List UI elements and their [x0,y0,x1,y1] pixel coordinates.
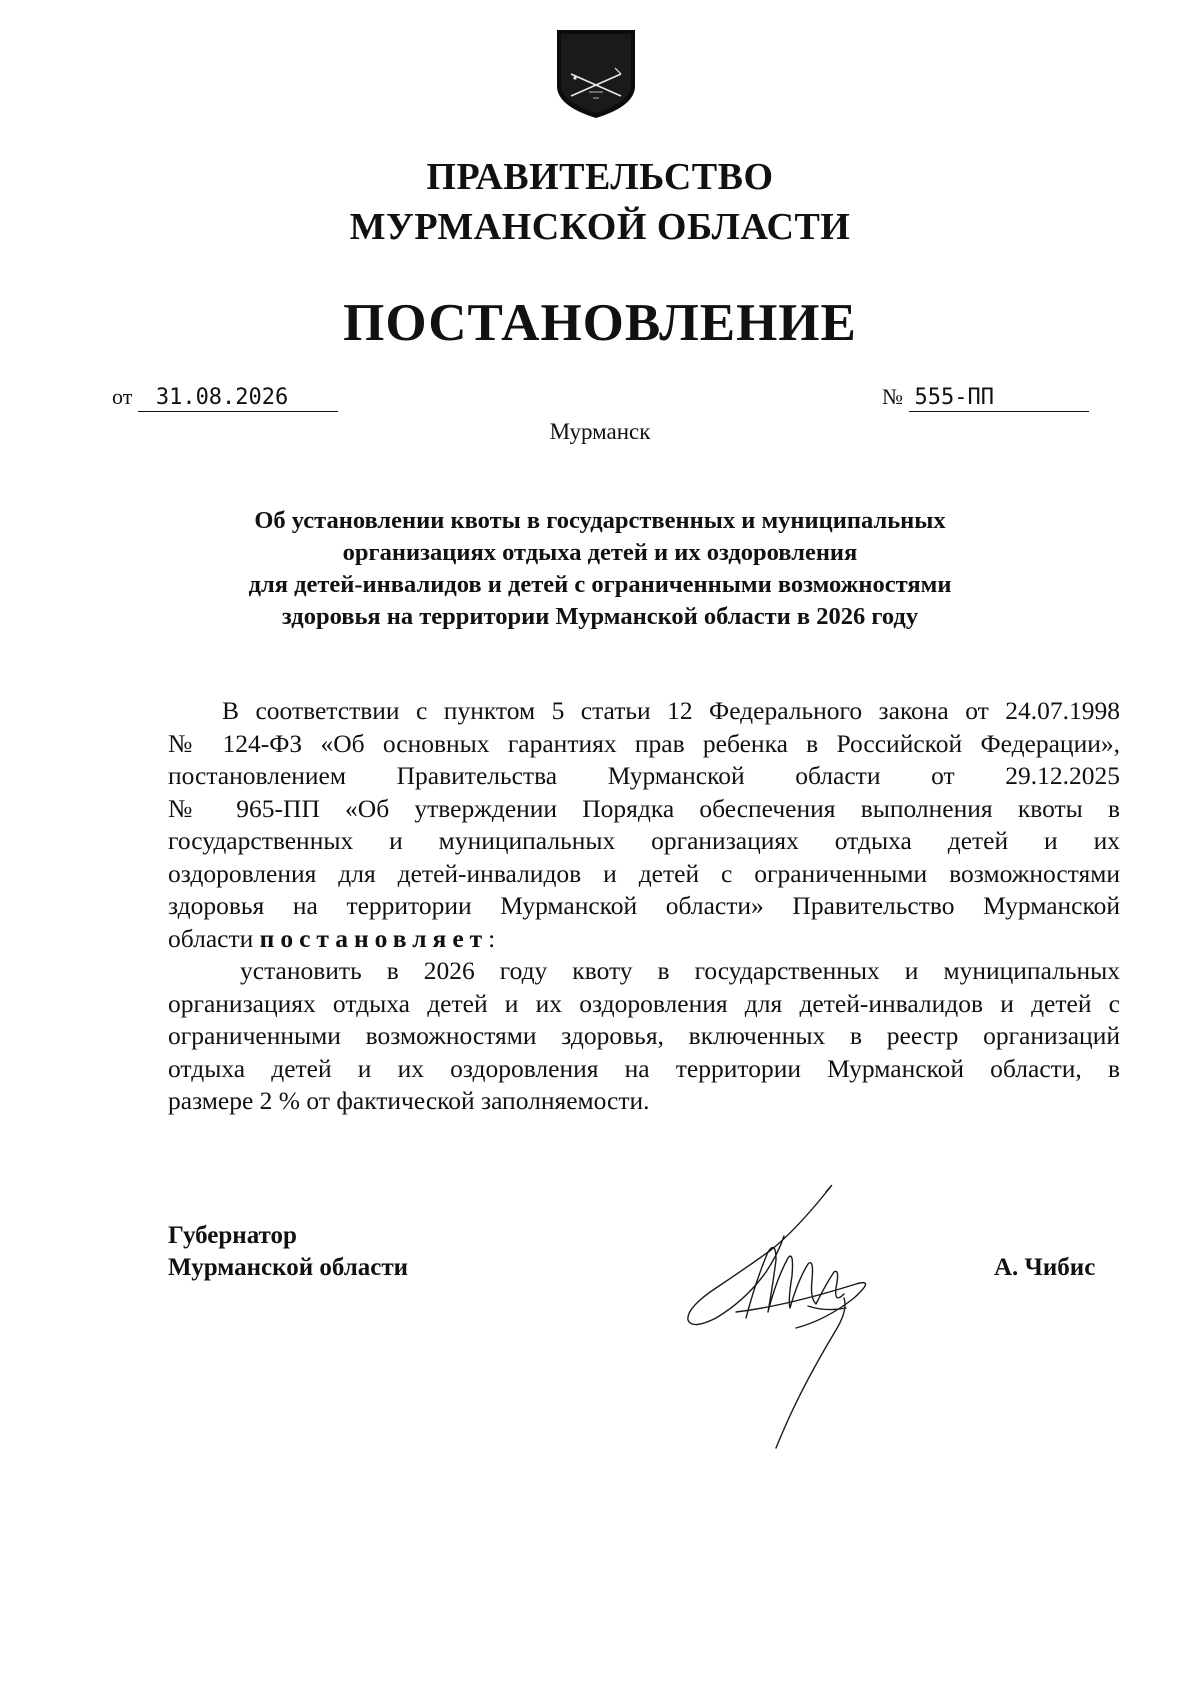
body-line: ограниченными возможностями здоровья, включенных в реестр организаций [168,1021,1120,1050]
number-value: 555-ПП [909,385,1089,412]
date-field [112,382,338,412]
subject-line: Об установлении квоты в государственных и муниципальных [254,507,946,534]
body-line: № 124-ФЗ «Об основных гарантиях прав ребенка в Российской Федерации», [168,728,1120,758]
resolves-colon: : [488,923,496,953]
number-prefix: № [882,384,903,409]
number-field [882,382,1089,412]
resolution-paragraph [168,955,1120,1118]
subject-line: здоровья на территории Мурманской области в 2026 году [281,603,919,630]
preamble-paragraph [168,695,1120,955]
body-line: оздоровления для детей-инвалидов и детей с ограниченными возможностями [168,858,1120,888]
signer-position-line2: Мурманской области [168,1254,409,1281]
document-subject [180,505,1020,633]
body-line: размере 2 % от фактической заполняемости. [168,1086,650,1115]
subject-line: организациях отдыха детей и их оздоровления [342,539,858,566]
signer-position-line1: Губернатор [168,1222,297,1249]
document-type: ПОСТАНОВЛЕНИЕ [343,294,857,352]
signer-position [168,1220,408,1284]
handwritten-signature-icon [676,1180,906,1460]
city: Мурманск [549,419,651,444]
date-prefix: от [112,384,133,409]
body-line [168,923,1120,956]
body-line: В соответствии с пунктом 5 статьи 12 Федерального закона от 24.07.1998 [222,696,1120,725]
murmansk-coat-of-arms-icon [555,28,637,120]
body-line: организациях отдыха детей и их оздоровления для детей-инвалидов и детей с [168,988,1120,1018]
org-title-line1: ПРАВИТЕЛЬСТВО [426,156,774,198]
body-line: здоровья на территории Мурманской области» Правительство Мурманской [168,891,1120,920]
document-body [168,695,1120,1118]
resolves-word: постановляет [259,923,489,953]
body-line: отдыха детей и их оздоровления на территории Мурманской области, в [168,1053,1120,1083]
body-line: установить в 2026 году квоту в государственных и муниципальных [240,956,1120,985]
body-line: № 965-ПП «Об утверждении Порядка обеспечения выполнения квоты в [168,793,1120,823]
date-value: 31.08.2026 [138,385,338,412]
body-line: государственных и муниципальных организациях отдыха детей и их [168,826,1120,855]
signer-name: А. Чибис [994,1254,1096,1281]
body-line: постановлением Правительства Мурманской области от 29.12.2025 [168,761,1120,790]
body-line-prefix: области [168,923,254,953]
org-title-line2: МУРМАНСКОЙ ОБЛАСТИ [349,206,851,248]
subject-line: для детей-инвалидов и детей с ограниченными возможностями [248,571,952,598]
